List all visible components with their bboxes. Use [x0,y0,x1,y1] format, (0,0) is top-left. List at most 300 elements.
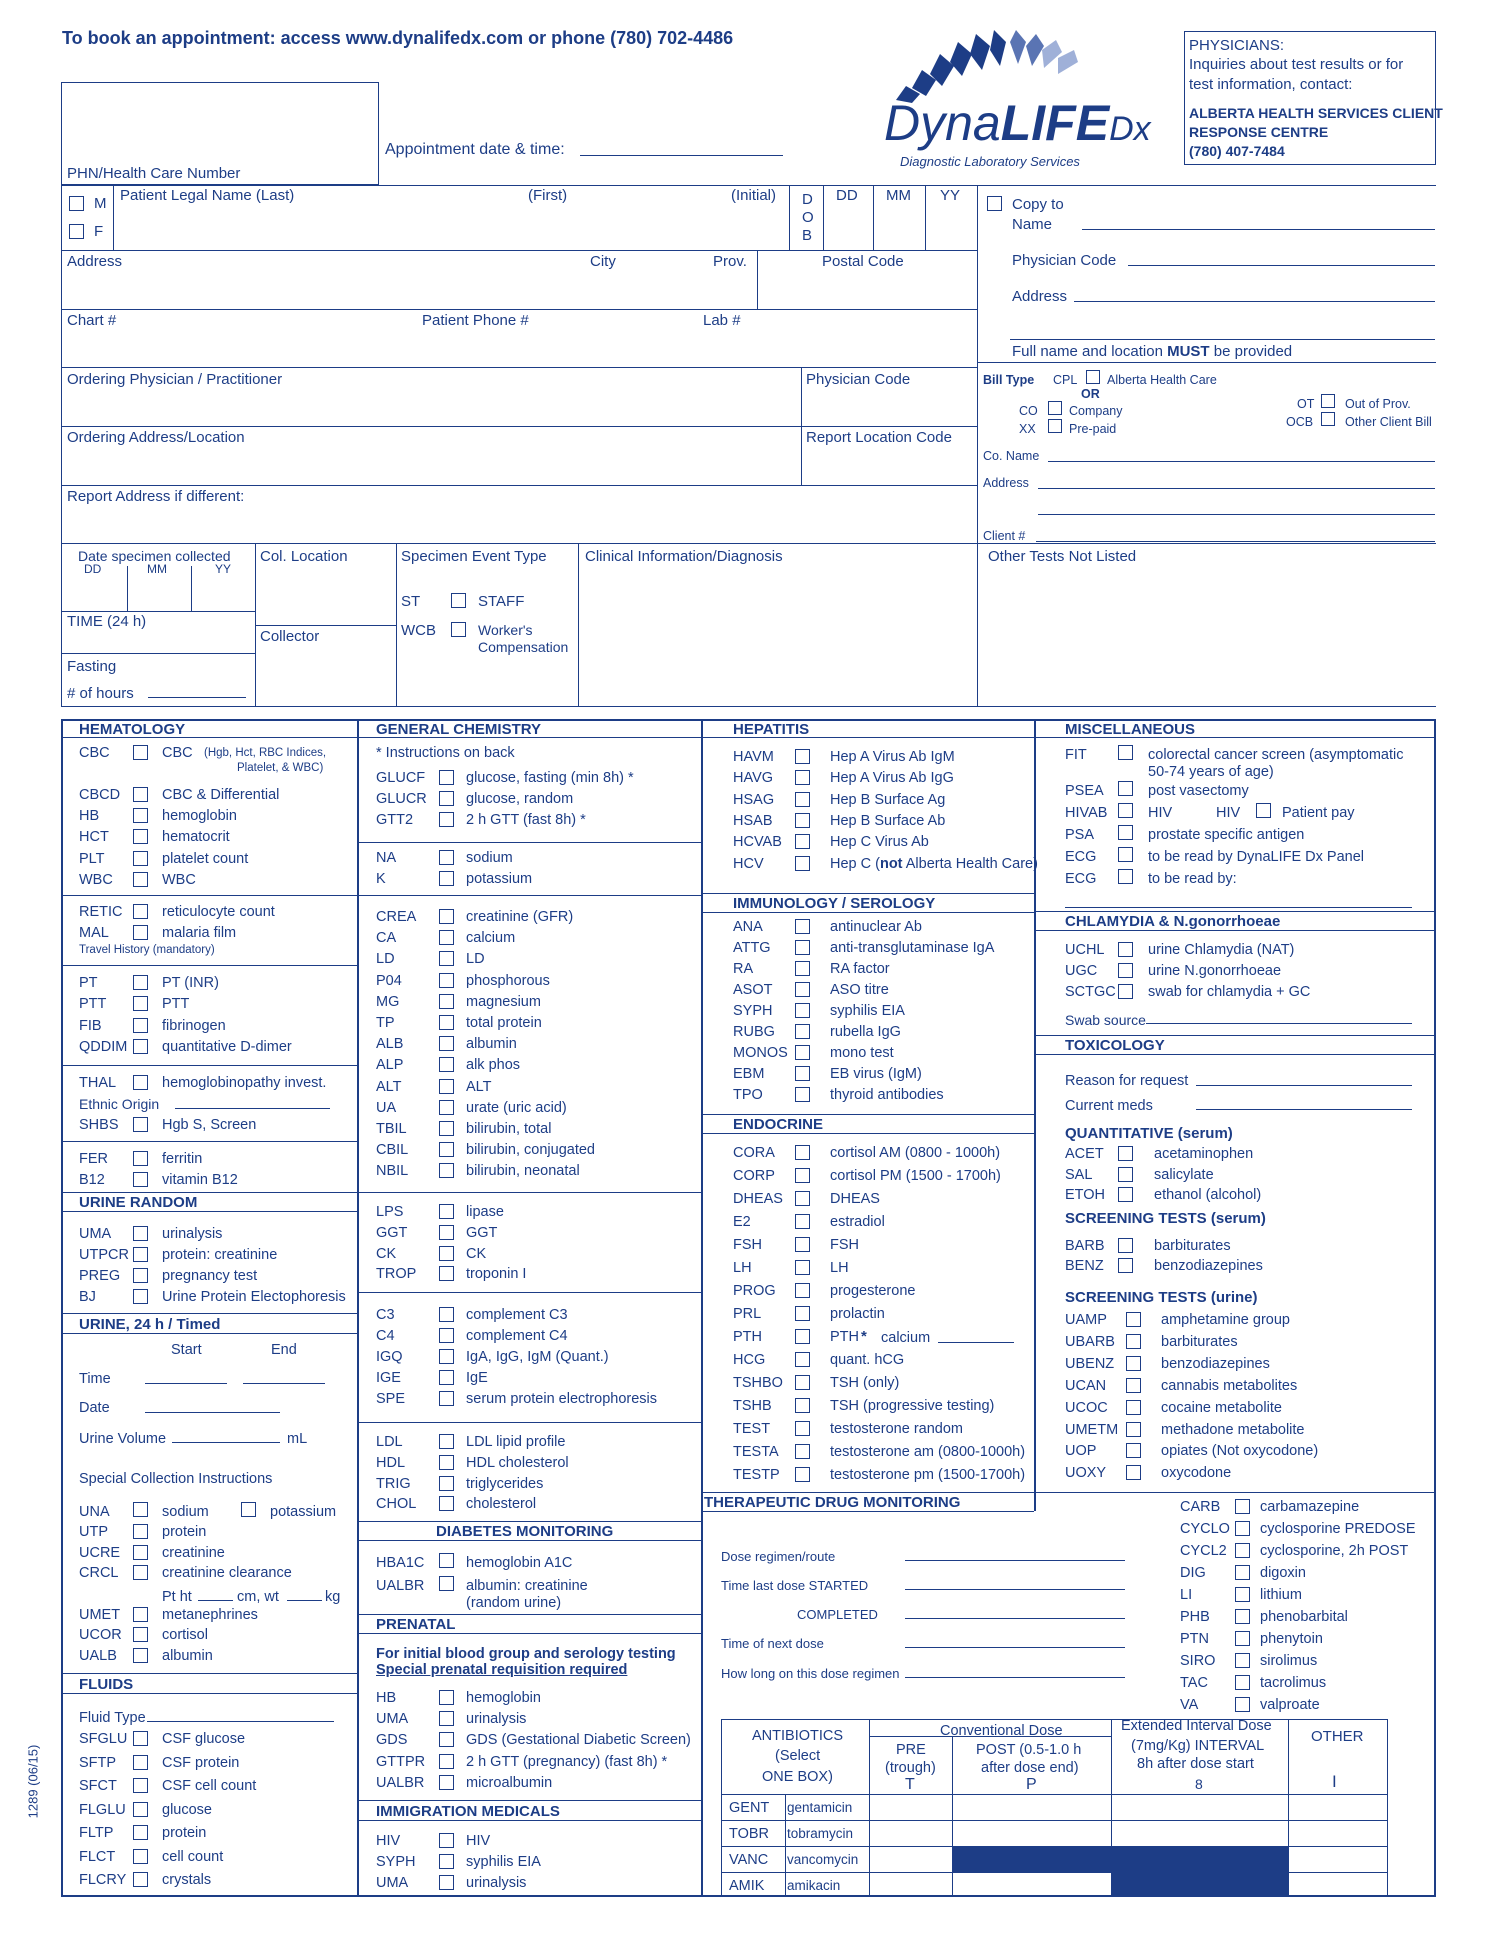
full-name-note-a: Full name and location [1012,343,1168,360]
psa-checkbox[interactable] [1118,825,1133,840]
urine24-volume-line[interactable] [172,1442,280,1443]
dose-regimen-label: Dose regimen/route [721,1549,836,1564]
alb-checkbox[interactable] [439,1036,454,1051]
event-staff-checkbox[interactable] [451,593,466,608]
test-desc: crystals [162,1872,212,1888]
test-code: UNA [79,1504,110,1520]
test-code: CBC [79,745,110,761]
pth-calcium-line[interactable] [938,1342,1014,1343]
test-desc: quantitative D-dimer [162,1038,292,1055]
tp-checkbox[interactable] [439,1015,454,1030]
test-desc: swab for chlamydia + GC [1148,984,1311,1000]
fltp-checkbox[interactable] [133,1825,148,1840]
hcvab-checkbox[interactable] [795,834,810,849]
syph-checkbox[interactable] [795,1003,810,1018]
antibiotic-code: VANC [729,1852,769,1868]
gttpr-checkbox[interactable] [439,1754,454,1769]
prog-checkbox[interactable] [795,1283,810,1298]
preg-checkbox[interactable] [133,1268,148,1283]
ebm-checkbox[interactable] [795,1066,810,1081]
test-desc: HDL cholesterol [466,1454,569,1471]
gtt2-checkbox[interactable] [439,812,454,827]
ualbr-checkbox[interactable] [439,1576,454,1591]
ucan-checkbox[interactable] [1126,1378,1141,1393]
test-code: CRCL [79,1565,119,1581]
ubarb-checkbox[interactable] [1126,1334,1141,1349]
test-desc: methadone metabolite [1161,1421,1305,1438]
test-code: K [376,871,386,887]
test-desc: potassium [270,1504,337,1520]
divider [61,250,977,251]
divider [1034,930,1436,931]
wt-line[interactable] [287,1600,322,1601]
ldl-checkbox[interactable] [439,1434,454,1449]
asot-checkbox[interactable] [795,982,810,997]
ext-label1: Extended Interval Dose [1121,1718,1272,1734]
fib-checkbox[interactable] [133,1018,148,1033]
test-code: EBM [733,1066,765,1082]
appointment-line[interactable] [580,155,783,156]
flcry-checkbox[interactable] [133,1872,148,1887]
amik-pre-cell[interactable] [870,1873,951,1896]
etoh-checkbox[interactable] [1118,1187,1133,1202]
divider [357,1614,701,1615]
next-dose-line[interactable] [905,1647,1125,1648]
ptn-checkbox[interactable] [1235,1631,1250,1646]
ana-checkbox[interactable] [795,919,810,934]
hours-label: # of hours [67,685,134,702]
prl-checkbox[interactable] [795,1306,810,1321]
bill-co-checkbox[interactable] [1048,401,1062,415]
test-desc: barbiturates [1161,1333,1238,1350]
test-code: B12 [79,1172,105,1188]
test-desc: quant. hCG [830,1352,905,1368]
test-desc: colorectal cancer screen (asymptomatic [1148,747,1404,763]
tpo-checkbox[interactable] [795,1087,810,1102]
completed-line[interactable] [905,1618,1125,1619]
tobr-ext-cell[interactable] [1112,1821,1287,1845]
divider [61,185,978,186]
bj-checkbox[interactable] [133,1289,148,1304]
igq-checkbox[interactable] [439,1349,454,1364]
copy-to-checkbox[interactable] [987,196,1002,211]
copy-name-line[interactable] [1082,229,1435,230]
ua-checkbox[interactable] [439,1100,454,1115]
sfglu-checkbox[interactable] [133,1731,148,1746]
divider [1034,1054,1436,1055]
dig-checkbox[interactable] [1235,1565,1250,1580]
bill-xx-checkbox[interactable] [1048,419,1062,433]
test-desc: prolactin [830,1306,885,1322]
amik-other-cell[interactable] [1289,1873,1387,1896]
urine24-start-line[interactable] [145,1383,227,1384]
ext-label2: (7mg/Kg) INTERVAL [1131,1738,1265,1754]
attg-checkbox[interactable] [795,940,810,955]
ecg1-checkbox[interactable] [1118,847,1133,862]
ualbr-checkbox[interactable] [439,1775,454,1790]
glucf-checkbox[interactable] [439,770,454,785]
uma-checkbox[interactable] [439,1711,454,1726]
mg-checkbox[interactable] [439,994,454,1009]
immigration-title: IMMIGRATION MEDICALS [376,1803,560,1820]
ualb-checkbox[interactable] [133,1648,148,1663]
test-code: LPS [376,1204,404,1220]
ucre-checkbox[interactable] [133,1545,148,1560]
test-desc: protein [162,1524,207,1540]
pth-checkbox[interactable] [795,1329,810,1344]
divider [1034,1035,1436,1036]
sex-f-checkbox[interactable] [69,224,84,239]
lps-checkbox[interactable] [439,1204,454,1219]
retic-checkbox[interactable] [133,904,148,919]
corp-checkbox[interactable] [795,1168,810,1183]
endocrine-title: ENDOCRINE [733,1116,824,1133]
event-st-label: ST [401,593,421,610]
divider [789,185,790,250]
carb-checkbox[interactable] [1235,1499,1250,1514]
divider [61,309,977,310]
barb-checkbox[interactable] [1118,1238,1133,1253]
meds-label: Current meds [1065,1098,1153,1114]
bill-type-label: Bill Type [983,373,1035,387]
test-desc: estradiol [830,1214,885,1230]
rubg-checkbox[interactable] [795,1024,810,1039]
potassium-checkbox[interactable] [241,1502,256,1517]
hb-checkbox[interactable] [439,1690,454,1705]
tobr-other-cell[interactable] [1289,1821,1387,1845]
dose-regimen-line[interactable] [905,1560,1125,1561]
divider [701,1492,1436,1493]
quantitative-title: QUANTITATIVE (serum) [1065,1125,1233,1142]
testp-checkbox[interactable] [795,1467,810,1482]
gent-other-cell[interactable] [1289,1795,1387,1819]
bill-cpl-checkbox[interactable] [1086,370,1100,384]
fsh-checkbox[interactable] [795,1237,810,1252]
urine24-end-line[interactable] [243,1383,325,1384]
collector-label: Collector [260,628,320,645]
ethnic-origin-label: Ethnic Origin [79,1096,160,1112]
test-code: UCAN [1065,1377,1107,1394]
fer-checkbox[interactable] [133,1151,148,1166]
urine24-volume-label: Urine Volume [79,1431,167,1447]
time-started-line[interactable] [905,1589,1125,1590]
test-code: UCHL [1065,942,1105,958]
test-code: GTT2 [376,812,414,828]
test-code: HIVAB [1065,805,1108,821]
ca-checkbox[interactable] [439,930,454,945]
ige-checkbox[interactable] [439,1370,454,1385]
na-checkbox[interactable] [439,850,454,865]
bill-or-label: OR [1081,387,1100,401]
antibiotics-h2: (Select [775,1748,821,1764]
sfct-checkbox[interactable] [133,1778,148,1793]
plt-checkbox[interactable] [133,851,148,866]
hiv-checkbox[interactable] [439,1833,454,1848]
p04-checkbox[interactable] [439,973,454,988]
pt-ht-line[interactable] [198,1600,233,1601]
una-checkbox[interactable] [133,1502,148,1517]
mal-checkbox[interactable] [133,925,148,940]
uchl-checkbox[interactable] [1118,942,1133,957]
bill-address-line2[interactable] [1038,514,1435,515]
test-code: UMA [376,1875,409,1891]
test-desc: barbiturates [1154,1238,1231,1254]
swab-source-line[interactable] [1146,1023,1412,1024]
ptt-checkbox[interactable] [133,996,148,1011]
test-checkbox[interactable] [795,1421,810,1436]
test-desc: CK [466,1245,487,1262]
divider [701,893,1034,894]
test-code: RUBG [733,1024,775,1040]
tobr-pre-cell[interactable] [870,1821,951,1845]
booking-line: To book an appointment: access www.dynalifedx.com or phone (780) 702-4486 [62,28,734,48]
amik-post-cell[interactable] [953,1873,1110,1896]
test-code: FER [79,1151,108,1167]
divider [701,719,703,1897]
pt-checkbox[interactable] [133,975,148,990]
vanc-pre-cell[interactable] [870,1847,951,1871]
copy-physician-code-line[interactable] [1128,265,1435,266]
test-desc: CSF cell count [162,1778,257,1794]
crcl-checkbox[interactable] [133,1565,148,1580]
dheas-checkbox[interactable] [795,1191,810,1206]
chol-checkbox[interactable] [439,1496,454,1511]
test-desc: amphetamine group [1161,1312,1290,1328]
sex-m-checkbox[interactable] [69,196,84,211]
urine24-date-line[interactable] [145,1412,280,1413]
test-code: ATTG [733,940,771,956]
test-code: SFCT [79,1778,117,1794]
test-desc: hemoglobin [162,808,237,825]
reason-line[interactable] [1196,1085,1412,1086]
divider [61,1065,357,1066]
fit-checkbox[interactable] [1118,745,1133,760]
umetm-checkbox[interactable] [1126,1422,1141,1437]
test-desc: pregnancy test [162,1268,258,1284]
copy-address-line[interactable] [1074,301,1435,302]
ld-checkbox[interactable] [439,951,454,966]
hours-line[interactable] [148,697,246,698]
ordering-address-label: Ordering Address/Location [67,429,245,446]
bill-ocb-checkbox[interactable] [1321,412,1335,426]
glucr-checkbox[interactable] [439,791,454,806]
ethnic-origin-line[interactable] [175,1108,330,1109]
cora-checkbox[interactable] [795,1145,810,1160]
sal-checkbox[interactable] [1118,1167,1133,1182]
divider [1034,719,1036,1511]
sex-f-label: F [94,223,104,240]
sftp-checkbox[interactable] [133,1755,148,1770]
bill-prepaid-label: Pre-paid [1069,422,1117,436]
utp-checkbox[interactable] [133,1524,148,1539]
bill-address-label: Address [983,476,1029,490]
test-code: HAVG [733,770,774,787]
lh-checkbox[interactable] [795,1260,810,1275]
test-desc: urate (uric acid) [466,1099,567,1116]
hb-checkbox[interactable] [133,808,148,823]
ucoc-checkbox[interactable] [1126,1400,1141,1415]
test-desc: to be read by: [1148,871,1237,887]
tbil-checkbox[interactable] [439,1121,454,1136]
cyclo-checkbox[interactable] [1235,1521,1250,1536]
uamp-checkbox[interactable] [1126,1312,1141,1327]
test-code: P04 [376,972,402,989]
physicians-line2: test information, contact: [1189,76,1353,93]
shbs-checkbox[interactable] [133,1117,148,1132]
divider [61,653,255,654]
patient-pay-checkbox[interactable] [1256,803,1271,818]
uoxy-checkbox[interactable] [1126,1465,1141,1480]
test-desc: creatinine clearance [162,1565,292,1581]
bill-co-name-line[interactable] [1048,461,1435,462]
e2-checkbox[interactable] [795,1214,810,1229]
benz-checkbox[interactable] [1118,1258,1133,1273]
spe-checkbox[interactable] [439,1391,454,1406]
antibiotic-code: TOBR [729,1826,770,1842]
flglu-checkbox[interactable] [133,1802,148,1817]
uop-checkbox[interactable] [1126,1443,1141,1458]
gent-pre-cell[interactable] [870,1795,951,1819]
test-code: GLUCF [376,770,426,786]
copy-address-line2[interactable] [1010,339,1435,340]
trop-checkbox[interactable] [439,1266,454,1281]
test-desc: salicylate [1154,1166,1214,1183]
test-desc: triglycerides [466,1475,544,1492]
cbc-checkbox[interactable] [133,745,148,760]
cbil-checkbox[interactable] [439,1142,454,1157]
va-checkbox[interactable] [1235,1697,1250,1712]
uma-checkbox[interactable] [133,1226,148,1241]
uma-checkbox[interactable] [439,1875,454,1890]
test-code: RA [733,961,754,977]
meds-line[interactable] [1196,1109,1412,1110]
bill-ahc-label: Alberta Health Care [1107,373,1217,387]
trig-checkbox[interactable] [439,1476,454,1491]
cbcd-checkbox[interactable] [133,787,148,802]
test-code: THAL [79,1075,117,1091]
event-wcb-checkbox[interactable] [451,622,466,637]
alp-checkbox[interactable] [439,1057,454,1072]
qddim-checkbox[interactable] [133,1039,148,1054]
hcv-checkbox[interactable] [795,856,810,871]
gds-checkbox[interactable] [439,1732,454,1747]
tshbo-checkbox[interactable] [795,1375,810,1390]
utpcr-checkbox[interactable] [133,1247,148,1262]
psea-checkbox[interactable] [1118,781,1133,796]
hdl-checkbox[interactable] [439,1455,454,1470]
bill-client-line[interactable] [1036,541,1435,542]
ucor-checkbox[interactable] [133,1627,148,1642]
test-code: LI [1180,1587,1193,1603]
tshb-checkbox[interactable] [795,1398,810,1413]
ggt-checkbox[interactable] [439,1225,454,1240]
test-desc: serum protein electrophoresis [466,1391,658,1407]
hba1c-checkbox[interactable] [439,1553,454,1568]
test-code: HSAB [733,812,773,829]
ecg-read-by-line[interactable] [1065,907,1412,908]
phb-checkbox[interactable] [1235,1609,1250,1624]
bill-other-client-label: Other Client Bill [1345,415,1432,429]
test-code: SFGLU [79,1731,128,1747]
acet-checkbox[interactable] [1118,1146,1133,1161]
test-code: HDL [376,1454,406,1471]
crea-checkbox[interactable] [439,909,454,924]
dob-yy-label: YY [940,187,961,204]
test-code: UALB [79,1647,117,1664]
test-code: SHBS [79,1117,119,1133]
how-long-label: How long on this dose regimen [721,1666,900,1681]
alt-checkbox[interactable] [439,1079,454,1094]
testa-checkbox[interactable] [795,1444,810,1459]
ubenz-checkbox[interactable] [1126,1356,1141,1371]
b12-checkbox[interactable] [133,1172,148,1187]
how-long-line[interactable] [905,1677,1125,1678]
thal-checkbox[interactable] [133,1075,148,1090]
cycl2-checkbox[interactable] [1235,1543,1250,1558]
cbc-note1: (Hgb, Hct, RBC Indices, [204,747,327,759]
tac-checkbox[interactable] [1235,1675,1250,1690]
hsab-checkbox[interactable] [795,813,810,828]
ahs-line1: ALBERTA HEALTH SERVICES CLIENT [1189,105,1443,121]
test-desc: cortisol AM (0800 - 1000h) [830,1145,1001,1161]
hivab-checkbox[interactable] [1118,803,1133,818]
divider [701,912,1034,913]
flct-checkbox[interactable] [133,1849,148,1864]
pre-label3: T [905,1776,915,1793]
k-checkbox[interactable] [439,871,454,886]
havg-checkbox[interactable] [795,770,810,785]
vanc-other-cell[interactable] [1289,1847,1387,1871]
c4-checkbox[interactable] [439,1328,454,1343]
test-code: HBA1C [376,1555,425,1571]
bill-ocb-label: OCB [1286,415,1314,429]
ecg2-checkbox[interactable] [1118,869,1133,884]
sctgc-checkbox[interactable] [1118,984,1133,999]
divider [127,566,128,611]
bill-address-line[interactable] [1038,488,1435,489]
bill-ot-checkbox[interactable] [1321,394,1335,408]
siro-checkbox[interactable] [1235,1653,1250,1668]
event-wcb-label: WCB [401,622,436,639]
hsag-checkbox[interactable] [795,792,810,807]
test-code: NBIL [376,1163,409,1180]
hct-checkbox[interactable] [133,829,148,844]
hcg-checkbox[interactable] [795,1352,810,1367]
fluid-type-line[interactable] [147,1721,334,1722]
monos-checkbox[interactable] [795,1045,810,1060]
syph-checkbox[interactable] [439,1854,454,1869]
test-code: FSH [733,1237,762,1253]
ck-checkbox[interactable] [439,1246,454,1261]
divider [925,185,926,250]
test-desc: HIV [1148,805,1173,821]
gent-ext-cell[interactable] [1112,1795,1287,1819]
havm-checkbox[interactable] [795,749,810,764]
urine-random-title: URINE RANDOM [79,1194,198,1211]
gent-post-cell[interactable] [953,1795,1110,1819]
umet-checkbox[interactable] [133,1607,148,1622]
divider [357,842,701,843]
c3-checkbox[interactable] [439,1307,454,1322]
nbil-checkbox[interactable] [439,1163,454,1178]
wbc-checkbox[interactable] [133,872,148,887]
ra-checkbox[interactable] [795,961,810,976]
ugc-checkbox[interactable] [1118,963,1133,978]
li-checkbox[interactable] [1235,1587,1250,1602]
tobr-post-cell[interactable] [953,1821,1110,1845]
test-desc: albumin: creatinine [466,1578,588,1594]
test-desc: bilirubin, neonatal [466,1163,580,1180]
